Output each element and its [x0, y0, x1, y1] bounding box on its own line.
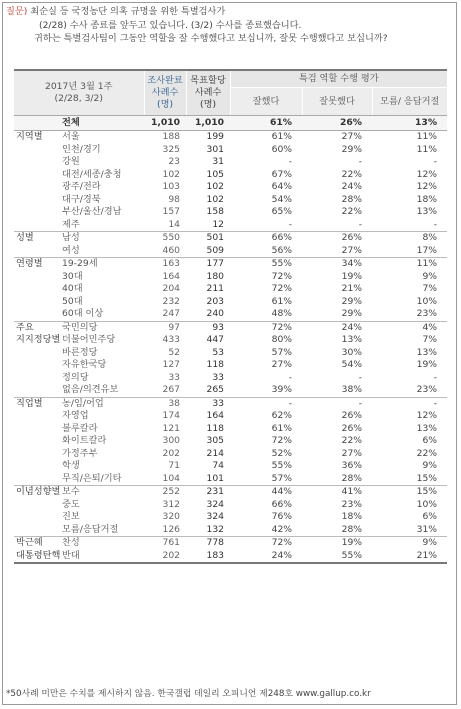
- row-label: 바른정당: [62, 346, 98, 358]
- period-line-1: 2017년 3월 1주: [44, 81, 113, 92]
- unknown-percent-cell: 31%: [416, 523, 438, 535]
- row-group-label: 주요: [14, 321, 54, 334]
- table-row: [14, 372, 447, 385]
- target-count-cell: 118: [206, 359, 225, 370]
- survey-count-cell: 97: [144, 321, 186, 334]
- good-percent-cell: -: [288, 371, 293, 383]
- survey-count-cell: 23: [168, 156, 181, 167]
- row-group-label: [14, 448, 54, 461]
- row-group-label: [14, 308, 54, 321]
- survey-count-cell: 320: [162, 511, 181, 522]
- survey-count-cell: 103: [162, 181, 181, 192]
- row-group-label: [14, 219, 54, 232]
- row-label: 모름/응답거절: [62, 523, 119, 535]
- bad-percent-cell: 28%: [341, 523, 363, 535]
- good-percent-cell: -: [288, 156, 293, 167]
- row-label: 남성: [54, 232, 144, 245]
- row-label: 50대: [62, 295, 83, 307]
- target-count-cell: 101: [206, 472, 225, 484]
- row-group-label: [14, 271, 54, 284]
- bad-percent-cell: 36%: [341, 460, 363, 471]
- bad-percent-cell: 29%: [341, 295, 363, 307]
- good-percent-cell: 39%: [271, 384, 293, 395]
- bad-percent-cell: 55%: [302, 550, 372, 564]
- row-group-label: 대통령탄핵: [14, 550, 54, 564]
- question-prefix: 질문): [6, 6, 28, 17]
- good-percent-cell: 61%: [271, 422, 293, 434]
- target-count-cell: 203: [206, 295, 225, 307]
- target-count-cell: 105: [206, 168, 225, 180]
- target-count-cell: 324: [206, 511, 225, 522]
- unknown-percent-cell: 8%: [372, 232, 447, 245]
- survey-count-cell: 14: [168, 218, 181, 230]
- survey-count-cell: 174: [162, 410, 181, 421]
- row-group-label: 박근혜: [14, 537, 54, 550]
- table-row: [14, 473, 447, 486]
- bad-percent-cell: 23%: [341, 498, 363, 510]
- good-percent-cell: 65%: [271, 206, 293, 217]
- survey-count-cell: 163: [144, 258, 186, 271]
- good-percent-cell: -: [288, 218, 293, 230]
- evaluation-group-header: 특검 역할 수행 평가: [230, 70, 447, 88]
- survey-count-cell: 202: [162, 447, 181, 459]
- row-label: 자영업: [62, 410, 89, 421]
- good-percent-cell: 72%: [271, 283, 293, 294]
- row-group-label: 직업별: [14, 397, 54, 410]
- good-percent-cell: 72%: [230, 321, 302, 334]
- row-group-label: [14, 384, 54, 397]
- unknown-percent-cell: 13%: [416, 346, 438, 358]
- table-row: [14, 486, 447, 499]
- bad-percent-cell: -: [302, 397, 372, 410]
- row-group-label: [14, 372, 54, 385]
- row-label: 없음/의견유보: [62, 384, 119, 395]
- row-label: 찬성: [54, 537, 144, 550]
- row-label: 부산/울산/경남: [62, 206, 122, 217]
- bad-percent-cell: 13%: [341, 334, 363, 345]
- row-label: 19-29세: [54, 258, 144, 271]
- survey-count-cell: 164: [162, 270, 181, 282]
- unknown-percent-cell: 23%: [416, 308, 438, 319]
- bad-percent-cell: 34%: [302, 258, 372, 271]
- target-count-cell: 102: [206, 181, 225, 192]
- target-count-cell: 102: [206, 193, 225, 205]
- target-count-cell: 240: [206, 308, 225, 319]
- unknown-percent-cell: 11%: [416, 131, 438, 142]
- row-group-label: 지역별: [16, 131, 43, 143]
- unknown-percent-cell: 12%: [416, 410, 438, 421]
- row-label: 보수: [54, 486, 144, 499]
- row-group-label: [14, 473, 54, 486]
- good-percent-cell: 76%: [271, 511, 293, 522]
- bad-percent-cell: -: [358, 156, 363, 167]
- unknown-percent-cell: 21%: [372, 550, 447, 564]
- table-row: [14, 144, 447, 157]
- bad-percent-cell: 41%: [302, 486, 372, 499]
- bad-percent-cell: 54%: [341, 359, 363, 370]
- unknown-percent-cell: -: [433, 156, 438, 167]
- good-percent-cell: 27%: [271, 359, 293, 370]
- target-count-cell: 1,010: [186, 116, 230, 131]
- row-group-label: [14, 460, 54, 473]
- good-percent-cell: 66%: [271, 498, 293, 510]
- table-row: [14, 524, 447, 537]
- bad-percent-cell: 26%: [302, 232, 372, 245]
- question-line-2: (2/28) 수사 종료를 앞두고 있습니다. (3/2) 수사를 종료했습니다.: [39, 19, 302, 31]
- row-label: 인천/경기: [62, 143, 101, 155]
- row-group-label: 지지정당별: [16, 334, 61, 346]
- row-label: 학생: [62, 460, 80, 471]
- target-count-cell: 177: [186, 258, 230, 271]
- unknown-percent-cell: 11%: [372, 258, 447, 271]
- survey-count-cell: 204: [162, 283, 181, 294]
- bad-percent-cell: 28%: [341, 472, 363, 484]
- row-label: 대구/경북: [62, 193, 101, 205]
- survey-count-cell: 104: [162, 472, 181, 484]
- good-percent-cell: 72%: [271, 270, 293, 282]
- row-label: 강원: [62, 156, 80, 167]
- target-count-cell: 301: [206, 143, 225, 155]
- row-label: 화이트칼라: [62, 435, 107, 446]
- question-text-1: 최순실 등 국정농단 의혹 규명을 위한 특별검사가: [30, 6, 226, 17]
- survey-count-cell: 252: [144, 486, 186, 499]
- good-percent-cell: 61%: [271, 295, 293, 307]
- target-count-cell: 199: [206, 131, 225, 142]
- good-percent-cell: 72%: [271, 435, 293, 446]
- unknown-header: 모름/ 응답거절: [372, 88, 447, 116]
- good-percent-cell: 52%: [271, 447, 293, 459]
- unknown-percent-cell: 13%: [416, 206, 438, 217]
- row-label: 여성: [62, 244, 80, 256]
- table-row: [14, 359, 447, 372]
- target-count-cell: 118: [206, 422, 225, 434]
- row-group-label: [14, 499, 54, 512]
- target-count-cell: 74: [212, 460, 225, 471]
- unknown-percent-cell: 9%: [372, 537, 447, 550]
- unknown-percent-cell: 10%: [416, 498, 438, 510]
- bad-percent-cell: 30%: [341, 346, 363, 358]
- good-percent-cell: 55%: [271, 460, 293, 471]
- unknown-percent-cell: -: [433, 371, 438, 383]
- unknown-percent-cell: 13%: [372, 116, 447, 131]
- table-row: [14, 194, 447, 207]
- unknown-percent-cell: 12%: [416, 168, 438, 180]
- table-row: [14, 169, 447, 182]
- row-label: 60대 이상: [62, 308, 104, 319]
- unknown-percent-cell: -: [372, 397, 447, 410]
- unknown-percent-cell: 17%: [416, 244, 438, 256]
- survey-count-cell: 202: [144, 550, 186, 564]
- table-row: [14, 181, 447, 194]
- table-row: [14, 435, 447, 448]
- unknown-percent-cell: 7%: [422, 334, 438, 345]
- unknown-percent-cell: 6%: [422, 435, 438, 446]
- good-percent-cell: 80%: [271, 334, 293, 345]
- good-percent-cell: 54%: [271, 193, 293, 205]
- unknown-percent-cell: 15%: [416, 472, 438, 484]
- total-row: [14, 116, 447, 131]
- bad-percent-cell: 19%: [341, 270, 363, 282]
- period-line-2: (2/28, 3/2): [54, 93, 103, 104]
- target-count-cell: 33: [186, 397, 230, 410]
- survey-count-cell: 98: [168, 193, 181, 205]
- table-row: [14, 499, 447, 512]
- row-label: 반대: [54, 550, 144, 564]
- table-row: [14, 423, 447, 436]
- target-count-cell: 31: [212, 156, 225, 167]
- survey-count-header: 조사완료 사례수 (명): [144, 70, 186, 116]
- row-group-label: [14, 423, 54, 436]
- good-percent-cell: 57%: [271, 472, 293, 484]
- row-group-label: [14, 410, 54, 423]
- row-label: 40대: [62, 283, 83, 294]
- bad-percent-cell: 22%: [341, 168, 363, 180]
- question-block: [6, 5, 451, 46]
- table-row: [14, 258, 447, 271]
- target-count-cell: 324: [206, 498, 225, 510]
- row-label: 정의당: [62, 371, 89, 383]
- table-row: [14, 131, 447, 144]
- survey-count-cell: 550: [144, 232, 186, 245]
- row-group-label: [14, 245, 54, 258]
- target-count-cell: 231: [186, 486, 230, 499]
- bad-percent-cell: 27%: [341, 447, 363, 459]
- row-group-label: [14, 156, 54, 169]
- target-count-cell: 305: [206, 435, 225, 446]
- table-row: [14, 384, 447, 397]
- bad-percent-cell: 22%: [341, 435, 363, 446]
- survey-count-cell: 232: [162, 295, 181, 307]
- period-header: [14, 70, 144, 116]
- unknown-percent-cell: 19%: [416, 359, 438, 370]
- target-count-cell: 12: [212, 218, 225, 230]
- good-percent-cell: 62%: [271, 410, 293, 421]
- survey-count-cell: 433: [162, 334, 181, 345]
- row-label: 전체: [54, 116, 144, 131]
- survey-count-cell: 157: [162, 206, 181, 217]
- table-row: [14, 347, 447, 360]
- unknown-percent-cell: 15%: [372, 486, 447, 499]
- row-label: 대전/세종/충청: [62, 168, 122, 180]
- survey-count-cell: 126: [162, 523, 181, 535]
- good-percent-cell: 72%: [230, 537, 302, 550]
- bad-percent-cell: 21%: [341, 283, 363, 294]
- target-count-cell: 33: [212, 371, 225, 383]
- row-group-label: [14, 116, 54, 131]
- row-group-label: [14, 283, 54, 296]
- bad-percent-cell: -: [358, 218, 363, 230]
- survey-count-cell: 38: [144, 397, 186, 410]
- good-percent-cell: 24%: [230, 550, 302, 564]
- bad-percent-cell: 29%: [341, 143, 363, 155]
- table-row: [14, 156, 447, 169]
- survey-count-cell: 71: [168, 460, 181, 471]
- survey-count-cell: 52: [168, 346, 181, 358]
- bad-percent-cell: 26%: [302, 116, 372, 131]
- unknown-percent-cell: 13%: [416, 422, 438, 434]
- row-group-label: [14, 511, 54, 524]
- unknown-percent-cell: 22%: [416, 447, 438, 459]
- bad-percent-cell: 26%: [341, 422, 363, 434]
- table-row: [14, 271, 447, 284]
- survey-count-cell: 121: [162, 422, 181, 434]
- row-label: 30대: [62, 270, 83, 282]
- row-group-label: [14, 206, 54, 219]
- bad-percent-cell: 22%: [341, 206, 363, 217]
- bad-percent-cell: 28%: [341, 193, 363, 205]
- target-count-cell: 164: [206, 410, 225, 421]
- good-percent-cell: 48%: [271, 308, 293, 319]
- table-row: [14, 296, 447, 309]
- unknown-percent-cell: 23%: [416, 384, 438, 395]
- target-count-cell: 447: [206, 334, 225, 345]
- bad-percent-cell: -: [358, 371, 363, 383]
- good-percent-cell: 42%: [271, 523, 293, 535]
- row-label: 무직/은퇴/기타: [62, 472, 122, 484]
- survey-count-cell: 33: [168, 371, 181, 383]
- table-row: [14, 232, 447, 245]
- bad-percent-cell: 19%: [302, 537, 372, 550]
- table-row: [14, 206, 447, 219]
- table-row: [14, 308, 447, 321]
- target-count-cell: 778: [186, 537, 230, 550]
- target-count-cell: 132: [206, 523, 225, 535]
- survey-count-cell: 460: [162, 244, 181, 256]
- unknown-percent-cell: 7%: [422, 283, 438, 294]
- bad-header: 잘못했다: [302, 88, 372, 116]
- row-label: 진보: [62, 511, 80, 522]
- results-body: [14, 116, 447, 564]
- row-group-label: [14, 296, 54, 309]
- unknown-percent-cell: 11%: [416, 143, 438, 155]
- table-row: [14, 460, 447, 473]
- unknown-percent-cell: -: [433, 218, 438, 230]
- unknown-percent-cell: 9%: [422, 460, 438, 471]
- survey-count-cell: 1,010: [144, 116, 186, 131]
- unknown-percent-cell: 18%: [416, 193, 438, 205]
- unknown-percent-cell: 10%: [416, 295, 438, 307]
- good-percent-cell: 66%: [230, 232, 302, 245]
- row-label: 블루칼라: [62, 422, 98, 434]
- results-table: [14, 69, 447, 564]
- target-count-cell: 93: [186, 321, 230, 334]
- unknown-percent-cell: 12%: [416, 181, 438, 192]
- row-label: 더불어민주당: [62, 334, 116, 345]
- row-label: 자유한국당: [62, 359, 107, 370]
- good-percent-cell: 55%: [230, 258, 302, 271]
- bad-percent-cell: 26%: [341, 410, 363, 421]
- row-group-label: [14, 144, 54, 157]
- row-label: 농/임/어업: [54, 397, 144, 410]
- table-row: [14, 397, 447, 410]
- target-count-cell: 501: [186, 232, 230, 245]
- table-row: [14, 321, 447, 334]
- survey-count-cell: 188: [162, 131, 181, 142]
- table-row: [14, 448, 447, 461]
- footnote: *50사례 미만은 수치를 제시하지 않음. 한국갤럽 데일리 오피니언 제248호 www.gallup.co.kr: [6, 689, 371, 699]
- bad-percent-cell: 29%: [341, 308, 363, 319]
- row-group-label: [14, 194, 54, 207]
- unknown-percent-cell: 6%: [422, 511, 438, 522]
- table-row: [14, 245, 447, 258]
- table-row: [14, 537, 447, 550]
- survey-count-cell: 267: [162, 384, 181, 395]
- table-row: [14, 410, 447, 423]
- table-row: [14, 219, 447, 232]
- row-group-label: 연령별: [14, 258, 54, 271]
- survey-count-cell: 761: [144, 537, 186, 550]
- good-percent-cell: 57%: [271, 346, 293, 358]
- table-row: [14, 334, 447, 347]
- row-label: 서울: [62, 131, 80, 142]
- good-percent-cell: 44%: [230, 486, 302, 499]
- target-count-cell: 509: [206, 244, 225, 256]
- row-group-label: [14, 524, 54, 537]
- row-label: 국민의당: [54, 321, 144, 334]
- target-count-cell: 53: [212, 346, 225, 358]
- survey-count-cell: 325: [162, 143, 181, 155]
- good-percent-cell: 60%: [271, 143, 293, 155]
- bad-percent-cell: 27%: [341, 244, 363, 256]
- survey-count-cell: 247: [162, 308, 181, 319]
- row-group-label: 이념성향별: [16, 486, 61, 498]
- good-header: 잘했다: [230, 88, 302, 116]
- question-line-3: 귀하는 특별검사팀이 그동안 역할을 잘 수행했다고 보십니까, 잘못 수행했다고 보십니까?: [34, 33, 388, 44]
- target-count-cell: 158: [206, 206, 225, 217]
- bad-percent-cell: 24%: [302, 321, 372, 334]
- table-row: [14, 550, 447, 564]
- target-count-cell: 214: [206, 447, 225, 459]
- good-percent-cell: 67%: [271, 168, 293, 180]
- row-label: 광주/전라: [62, 181, 101, 192]
- good-percent-cell: -: [230, 397, 302, 410]
- good-percent-cell: 61%: [230, 116, 302, 131]
- table-row: [14, 511, 447, 524]
- row-label: 중도: [62, 498, 80, 510]
- row-group-label: [14, 359, 54, 372]
- bad-percent-cell: 27%: [341, 131, 363, 142]
- row-label: 제주: [62, 218, 80, 230]
- row-group-label: [14, 181, 54, 194]
- good-percent-cell: 56%: [271, 244, 293, 256]
- table-row: [14, 283, 447, 296]
- survey-count-cell: 102: [162, 168, 181, 180]
- question-line-1: [6, 5, 451, 19]
- target-count-cell: 183: [186, 550, 230, 564]
- unknown-percent-cell: 4%: [372, 321, 447, 334]
- survey-count-cell: 312: [162, 498, 181, 510]
- row-group-label: [14, 435, 54, 448]
- bad-percent-cell: 24%: [341, 181, 363, 192]
- survey-count-cell: 300: [162, 435, 181, 446]
- good-percent-cell: 61%: [271, 131, 293, 142]
- row-group-label: [14, 169, 54, 182]
- unknown-percent-cell: 9%: [422, 270, 438, 282]
- bad-percent-cell: 38%: [341, 384, 363, 395]
- row-group-label: 성별: [14, 232, 54, 245]
- target-count-header: 목표할당 사례수 (명): [186, 70, 230, 116]
- bad-percent-cell: 18%: [341, 511, 363, 522]
- survey-count-cell: 127: [162, 359, 181, 370]
- good-percent-cell: 64%: [271, 181, 293, 192]
- target-count-cell: 211: [206, 283, 225, 294]
- row-label: 가정주부: [62, 447, 98, 459]
- target-count-cell: 265: [206, 384, 225, 395]
- row-group-label: [14, 347, 54, 360]
- target-count-cell: 180: [206, 270, 225, 282]
